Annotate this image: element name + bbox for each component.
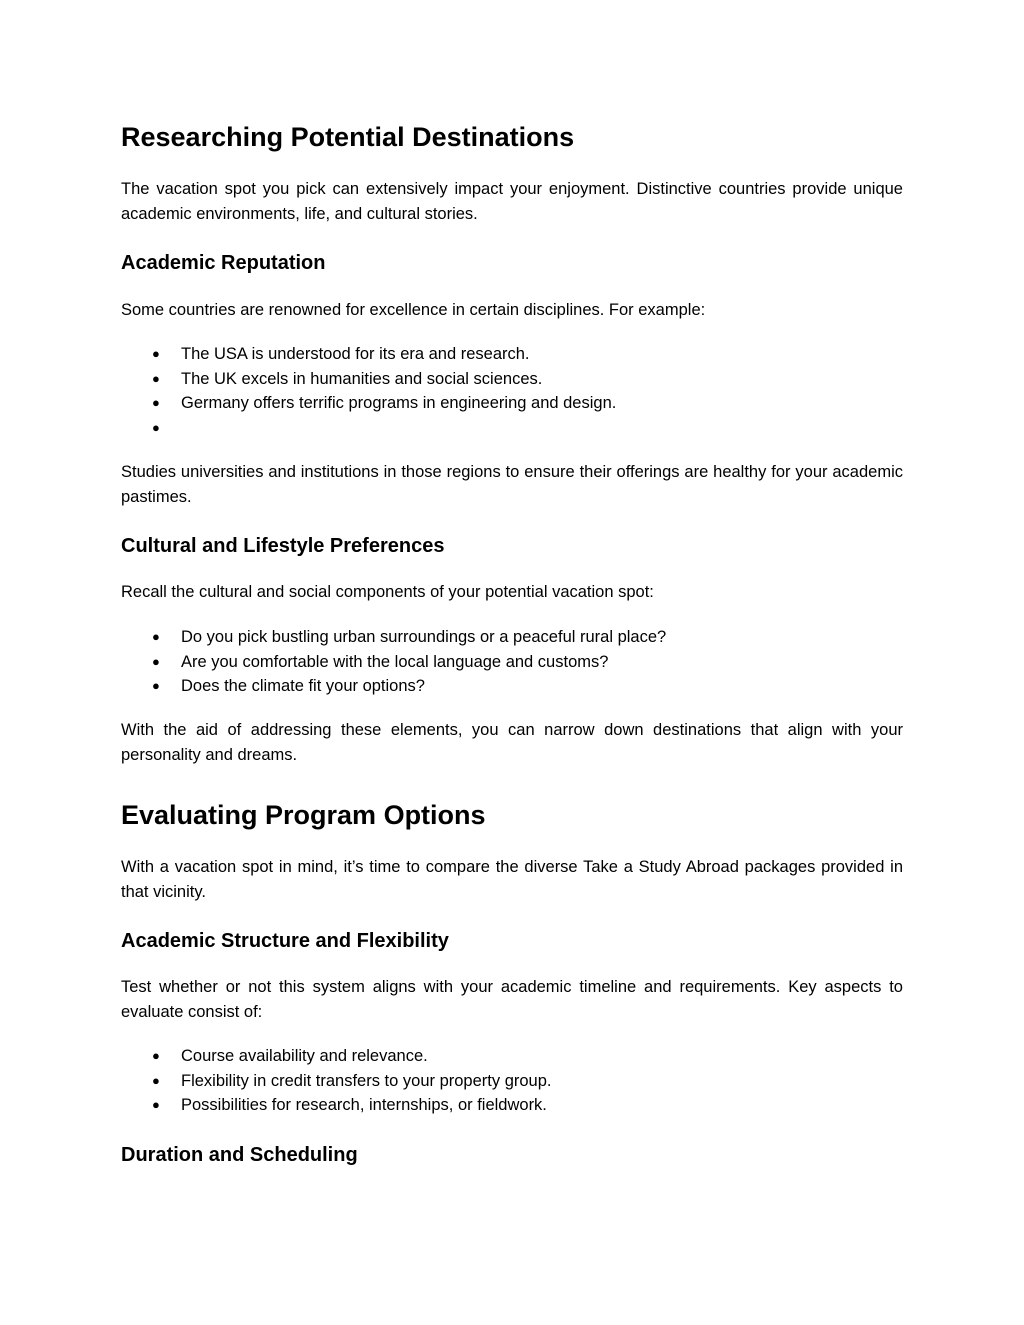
bullet-icon: ● [152,1048,160,1063]
list-item [121,1044,903,1069]
paragraph-academic-reputation-outro: Studies universities and institutions in those regions to ensure their offerings are healthy for your academic pastimes. [121,463,903,506]
paragraph-academic-structure-intro: Test whether or not this system aligns with your academic timeline and requirements. Key aspects to evaluate consist of: [121,978,903,1021]
list-item-text: Flexibility in credit transfers to your property group. [181,1071,552,1090]
list-item [121,1093,903,1118]
list-item-text: Do you pick bustling urban surroundings or a peaceful rural place? [181,628,667,646]
list-item-text: Are you comfortable with the local language and customs? [181,652,609,671]
bullet-icon: ● [152,419,160,435]
list-item [121,1069,903,1094]
bullet-icon: ● [152,346,160,361]
list-academic-reputation [121,342,903,440]
list-item-text: Germany offers terrific programs in engineering and design. [181,394,617,412]
list-item [121,625,903,650]
section-intro-evaluating: With a vacation spot in mind, it’s time to compare the diverse Take a Study Abroad packages provided in that vicinity. [121,858,903,901]
list-item [121,416,903,441]
bullet-icon: ● [152,678,160,693]
section-heading-researching: Researching Potential Destinations [121,122,575,152]
subheading-cultural-lifestyle: Cultural and Lifestyle Preferences [121,535,445,557]
list-academic-structure [121,1044,903,1118]
list-item [121,367,903,392]
list-cultural-lifestyle [121,625,903,699]
list-item [121,674,903,699]
list-item-text: Does the climate fit your options? [181,677,425,695]
subheading-academic-structure: Academic Structure and Flexibility [121,930,449,952]
paragraph-academic-reputation-intro: Some countries are renowned for excellence in certain disciplines. For example: [121,301,706,319]
subheading-academic-reputation: Academic Reputation [121,252,326,274]
paragraph-cultural-lifestyle-outro: With the aid of addressing these elements, you can narrow down destinations that align with your personality and dreams. [121,721,903,764]
list-item-text: Possibilities for research, internships, or fieldwork. [181,1096,547,1114]
list-item [121,342,903,367]
list-item [121,650,903,675]
bullet-icon: ● [152,629,160,644]
list-item-text: The USA is understood for its era and research. [181,345,530,363]
section-intro-researching: The vacation spot you pick can extensively impact your enjoyment. Distinctive countries provide unique academic environments, life, and cultural stories. [121,180,903,223]
bullet-icon: ● [152,1097,160,1112]
bullet-icon: ● [152,653,160,669]
list-item-text: Course availability and relevance. [181,1047,428,1065]
section-heading-evaluating: Evaluating Program Options [121,800,486,830]
list-item [121,391,903,416]
list-item-text: The UK excels in humanities and social sciences. [181,369,543,388]
bullet-icon: ● [152,370,160,386]
paragraph-cultural-lifestyle-intro: Recall the cultural and social components of your potential vacation spot: [121,583,654,601]
bullet-icon: ● [152,1072,160,1088]
bullet-icon: ● [152,395,160,410]
subheading-duration-scheduling: Duration and Scheduling [121,1144,358,1166]
